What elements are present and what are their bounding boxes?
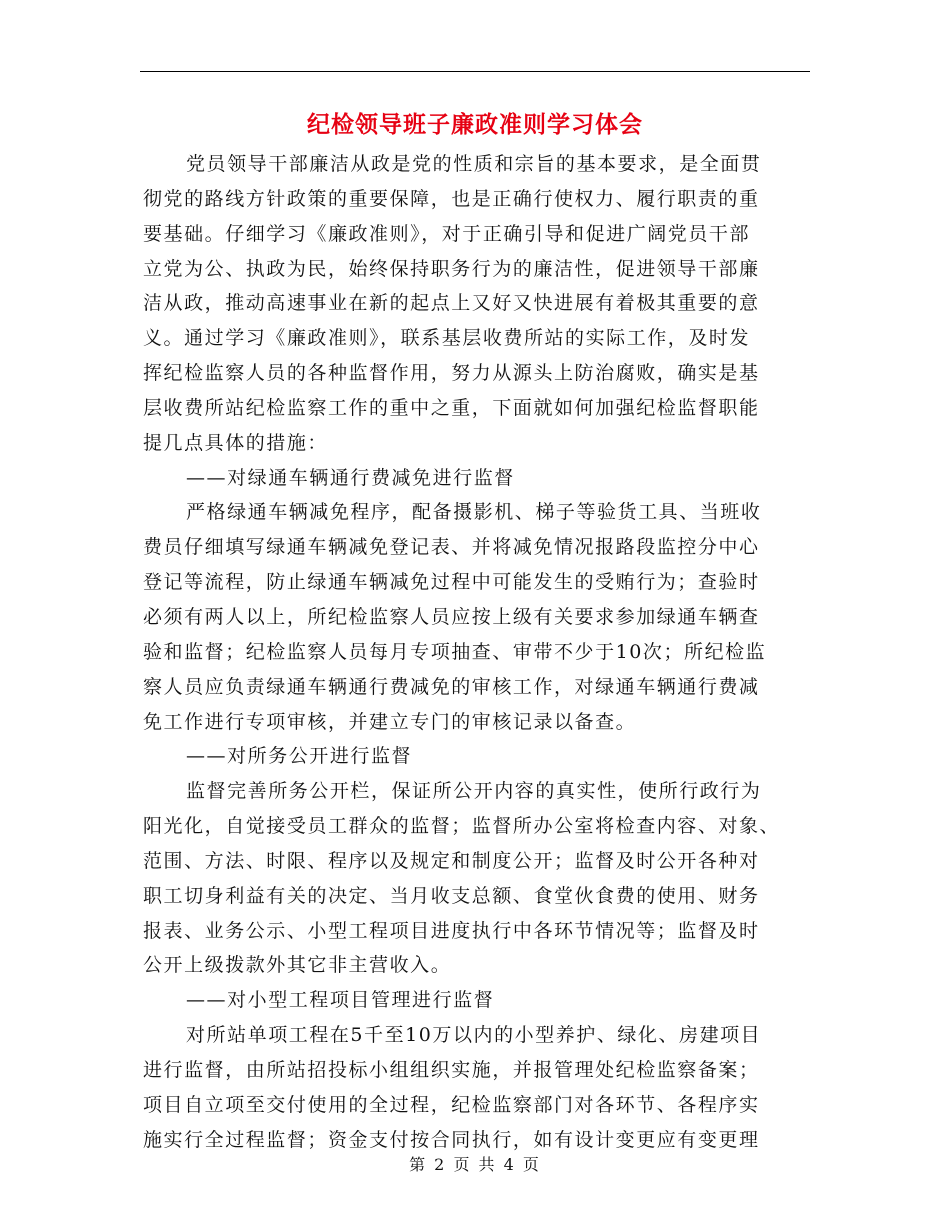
- body-line: 阳光化，自觉接受员工群众的监督；监督所办公室将检查内容、对象、: [143, 815, 781, 838]
- body-line: 对所站单项工程在5千至10万以内的小型养护、绿化、房建项目: [186, 1024, 762, 1047]
- document-title: 纪检领导班子廉政准则学习体会: [307, 111, 643, 138]
- body-line: 登记等流程，防止绿通车辆减免过程中可能发生的受贿行为；查验时: [143, 571, 760, 594]
- body-line: 职工切身利益有关的决定、当月收支总额、食堂伙食费的使用、财务: [143, 884, 760, 907]
- body-line: ——对小型工程项目管理进行监督: [186, 989, 495, 1012]
- page-footer: 第 2 页 共 4 页: [409, 1155, 541, 1174]
- body-line: ——对绿通车辆通行费减免进行监督: [186, 466, 515, 489]
- body-line: 范围、方法、时限、程序以及规定和制度公开；监督及时公开各种对: [143, 849, 760, 872]
- body-line: 必须有两人以上，所纪检监察人员应按上级有关要求参加绿通车辆查: [143, 605, 760, 628]
- body-line: 验和监督；纪检监察人员每月专项抽查、审带不少于10次；所纪检监: [143, 640, 767, 663]
- body-line: 察人员应负责绿通车辆通行费减免的审核工作，对绿通车辆通行费减: [143, 675, 760, 698]
- body-line: 立党为公、执政为民，始终保持职务行为的廉洁性，促进领导干部廉: [143, 257, 760, 280]
- body-line: 层收费所站纪检监察工作的重中之重，下面就如何加强纪检监督职能: [143, 396, 760, 419]
- body-line: 公开上级拨款外其它非主营收入。: [143, 954, 452, 977]
- body-line: 提几点具体的措施：: [143, 431, 328, 454]
- body-line: 进行监督，由所站招投标小组组织实施，并报管理处纪检监察备案；: [143, 1058, 760, 1081]
- body-line: 免工作进行专项审核，并建立专门的审核记录以备查。: [143, 710, 637, 733]
- body-line: 施实行全过程监督；资金支付按合同执行，如有设计变更应有变更理: [143, 1128, 760, 1151]
- body-line: 彻党的路线方针政策的重要保障，也是正确行使权力、履行职责的重: [143, 187, 760, 210]
- body-line: 洁从政，推动高速事业在新的起点上又好又快进展有着极其重要的意: [143, 292, 760, 315]
- body-line: 挥纪检监察人员的各种监督作用，努力从源头上防治腐败，确实是基: [143, 362, 760, 385]
- body-line: ——对所务公开进行监督: [186, 745, 413, 768]
- document-body: [143, 147, 813, 1157]
- body-line: 党员领导干部廉洁从政是党的性质和宗旨的基本要求，是全面贯: [186, 153, 762, 175]
- body-line: 义。通过学习《廉政准则》，联系基层收费所站的实际工作，及时发: [143, 327, 751, 350]
- body-line: 费员仔细填写绿通车辆减免登记表、并将减免情况报路段监控分中心: [143, 536, 760, 559]
- body-line: 要基础。仔细学习《廉政准则》，对于正确引导和促进广阔党员干部: [143, 222, 751, 245]
- body-line: 项目自立项至交付使用的全过程，纪检监察部门对各环节、各程序实: [143, 1093, 760, 1116]
- header-rule: [140, 71, 810, 72]
- body-line: 严格绿通车辆减免程序，配备摄影机、梯子等验货工具、当班收: [186, 501, 762, 524]
- body-line: 监督完善所务公开栏，保证所公开内容的真实性，使所行政行为: [186, 780, 762, 803]
- body-line: 报表、业务公示、小型工程项目进度执行中各环节情况等；监督及时: [143, 919, 760, 942]
